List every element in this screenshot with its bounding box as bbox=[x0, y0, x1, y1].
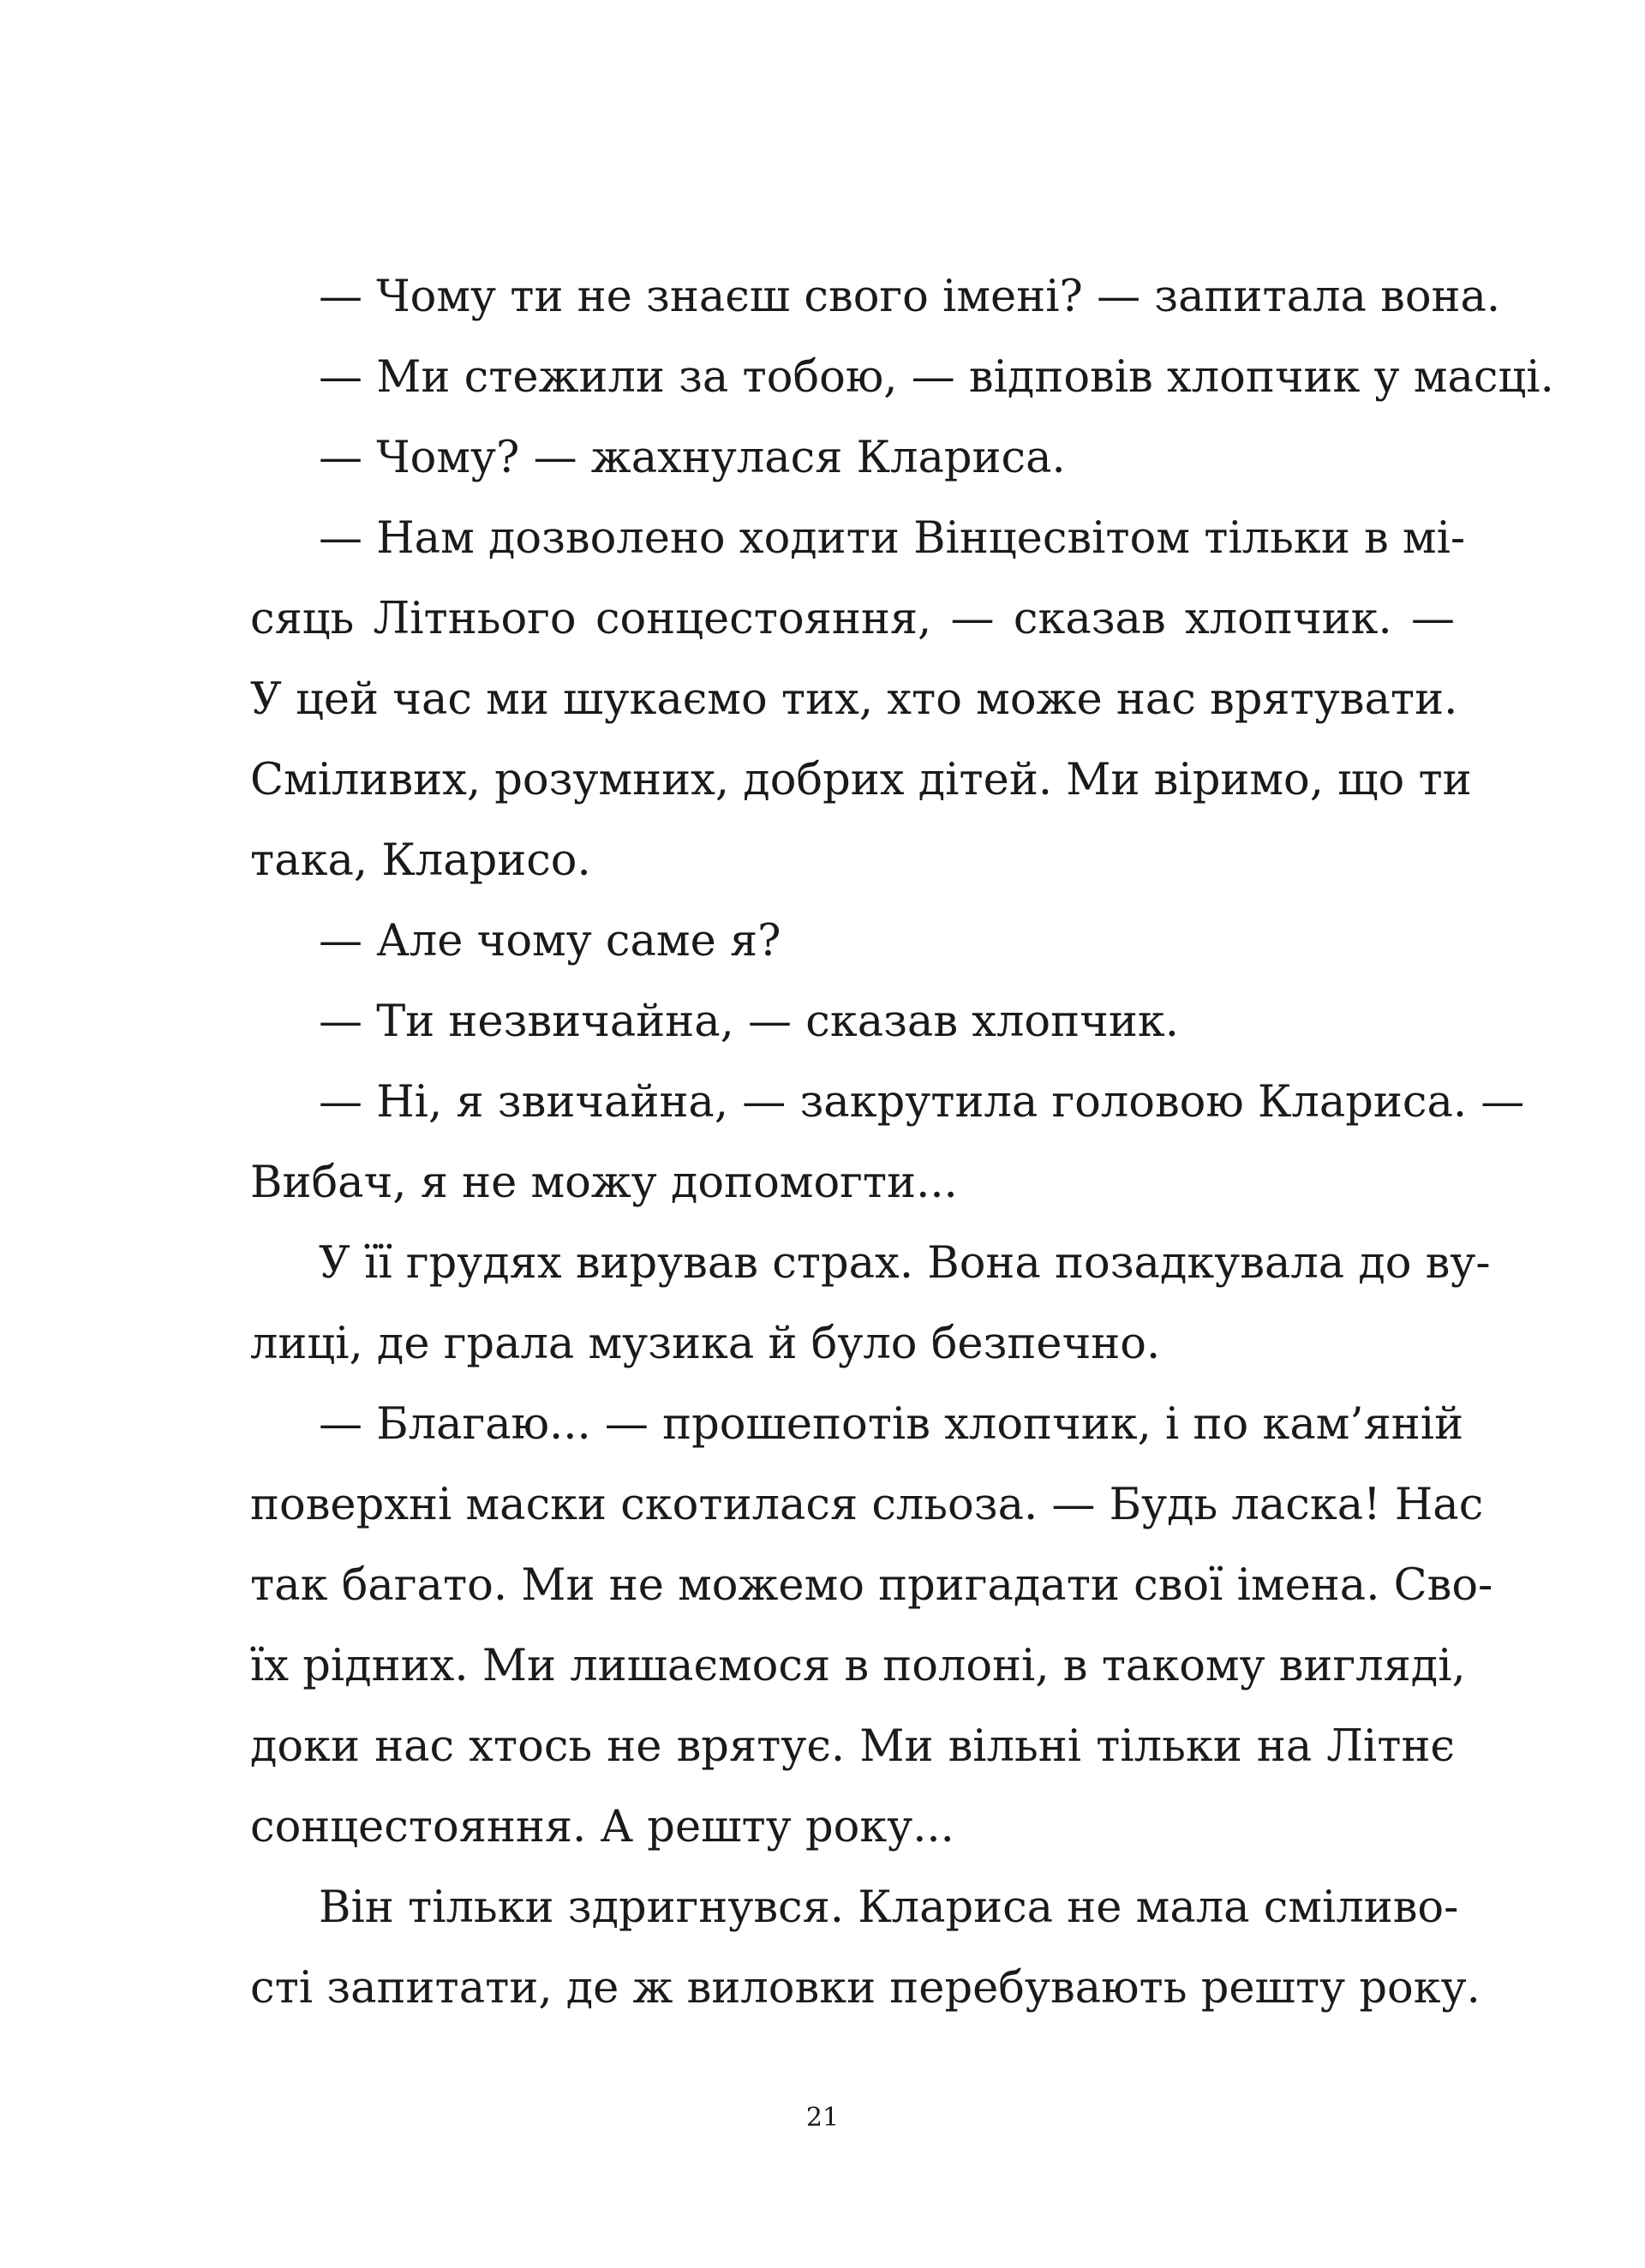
text-line: така, Кларисо. bbox=[250, 835, 591, 886]
text-line: — Ти незвичайна, — сказав хлопчик. bbox=[319, 996, 1179, 1047]
text-line: лиці, де грала музика й було безпечно. bbox=[250, 1319, 1161, 1369]
text-line: — Ні, я звичайна, — закрутила головою Клариса. — bbox=[319, 1077, 1525, 1128]
text-line: — Ми стежили за тобою, — відповів хлопчик у масці. bbox=[319, 352, 1554, 403]
text-line: У її грудях вирував страх. Вона позадкувала до ву- bbox=[319, 1238, 1491, 1289]
body-text bbox=[250, 257, 1554, 2029]
text-line: так багато. Ми не можемо пригадати свої імена. Сво- bbox=[250, 1560, 1493, 1611]
text-line: поверхні маски скотилася сльоза. — Будь ласка! Нас bbox=[250, 1480, 1484, 1530]
text-line: Вибач, я не можу допомогти... bbox=[250, 1158, 958, 1208]
text-line: — Чому? — жахнулася Клариса. bbox=[319, 433, 1066, 483]
text-line: — Благаю... — прошепотів хлопчик, і по кам’яній bbox=[319, 1399, 1464, 1450]
text-line: Він тільки здригнувся. Клариса не мала сміливо- bbox=[319, 1882, 1459, 1933]
text-line: Сміливих, розумних, добрих дітей. Ми віримо, що ти bbox=[250, 755, 1472, 805]
text-line: У цей час ми шукаємо тих, хто може нас врятувати. bbox=[250, 674, 1458, 725]
text-line: їх рідних. Ми лишаємося в полоні, в такому вигляді, bbox=[250, 1641, 1466, 1691]
text-line: — Але чому саме я? bbox=[319, 916, 781, 966]
text-line: сонцестояння. А решту року... bbox=[250, 1802, 954, 1852]
text-line: — Чому ти не знаєш свого імені? — запитала вона. bbox=[319, 272, 1501, 322]
text-line: доки нас хтось не врятує. Ми вільні тільки на Літнє bbox=[250, 1721, 1455, 1772]
text-line: сті запитати, де ж виловки перебувають решту року. bbox=[250, 1963, 1480, 2014]
text-line: сяць Літнього сонцестояння, — сказав хлопчик. — bbox=[250, 594, 1455, 644]
text-line: — Нам дозволено ходити Вінцесвітом тільки в мі- bbox=[319, 513, 1466, 564]
page-number: 21 bbox=[805, 2103, 840, 2133]
